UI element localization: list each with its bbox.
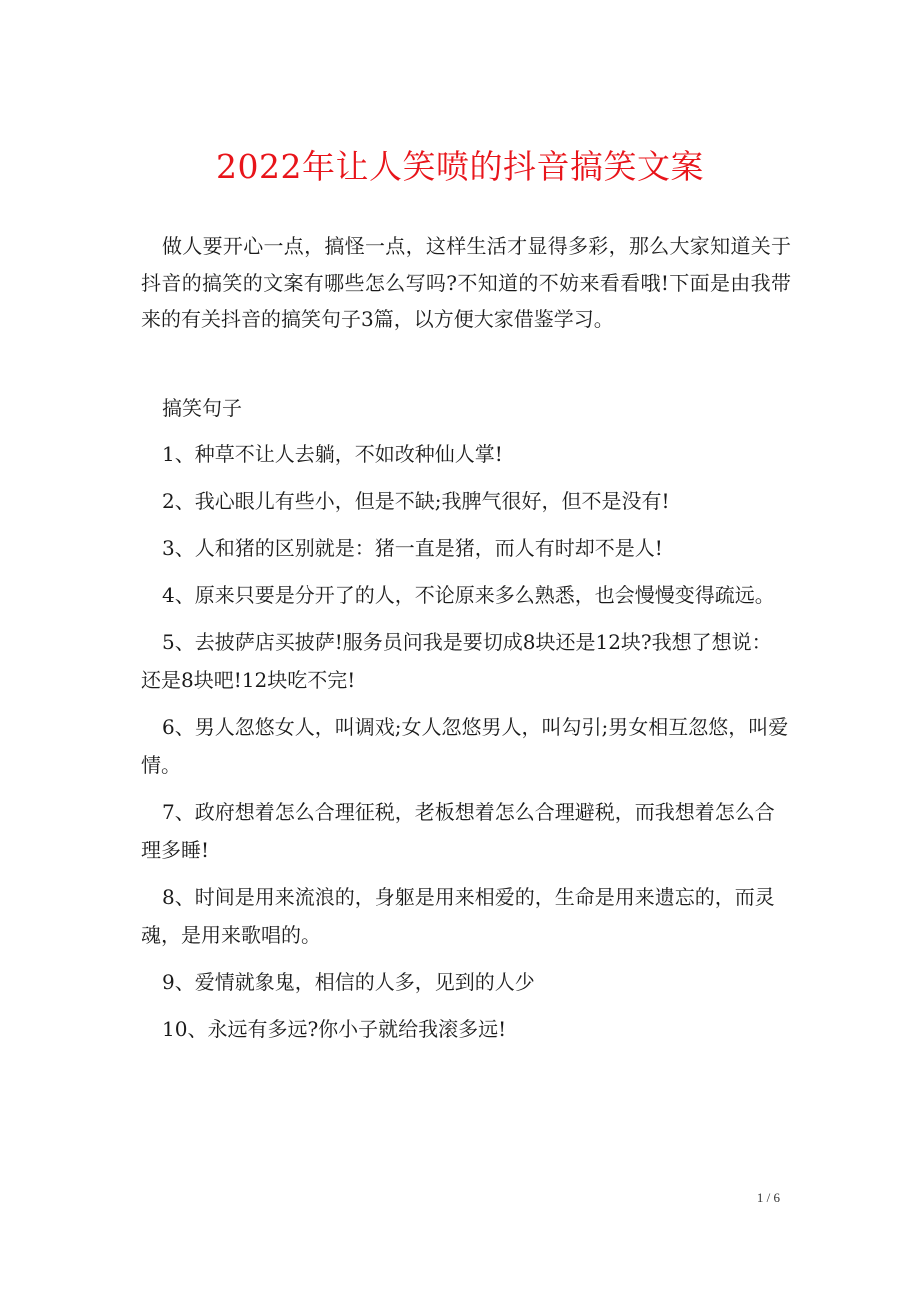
section-heading: 搞笑句子 (162, 395, 242, 420)
document-body (141, 228, 791, 1048)
list-item: 1、种草不让人去躺，不如改种仙人掌! (162, 442, 503, 466)
page-number: 1 / 6 (756, 1190, 780, 1205)
intro-paragraph: 做人要开心一点，搞怪一点，这样生活才显得多彩，那么大家知道关于抖音的搞笑的文案有哪些怎么写吗?不知道的不妨来看看哦!下面是由我带来的有关抖音的搞笑句子3篇，以方便大家借鉴学习。 (141, 234, 791, 331)
list-item: 5、去披萨店买披萨!服务员问我是要切成8块还是12块?我想了想说：还是8块吧!12块吃不完! (141, 630, 772, 692)
list-item: 8、时间是用来流浪的，身躯是用来相爱的，生命是用来遗忘的，而灵魂，是用来歌唱的。 (141, 885, 775, 947)
list-item: 3、人和猪的区别就是：猪一直是猪，而人有时却不是人! (162, 536, 663, 560)
list-item: 7、政府想着怎么合理征税，老板想着怎么合理避税，而我想着怎么合理多睡! (141, 800, 775, 862)
list-item: 9、爱情就象鬼，相信的人多，见到的人少 (162, 970, 535, 994)
list-item: 4、原来只要是分开了的人，不论原来多么熟悉，也会慢慢变得疏远。 (162, 583, 775, 607)
document-title: 2022年让人笑喷的抖音搞笑文案 (216, 147, 704, 186)
list-item: 10、永远有多远?你小子就给我滚多远! (162, 1017, 507, 1041)
list-item: 2、我心眼儿有些小，但是不缺;我脾气很好，但不是没有! (162, 489, 670, 513)
list-item: 6、男人忽悠女人，叫调戏;女人忽悠男人，叫勾引;男女相互忽悠，叫爱情。 (141, 715, 789, 777)
